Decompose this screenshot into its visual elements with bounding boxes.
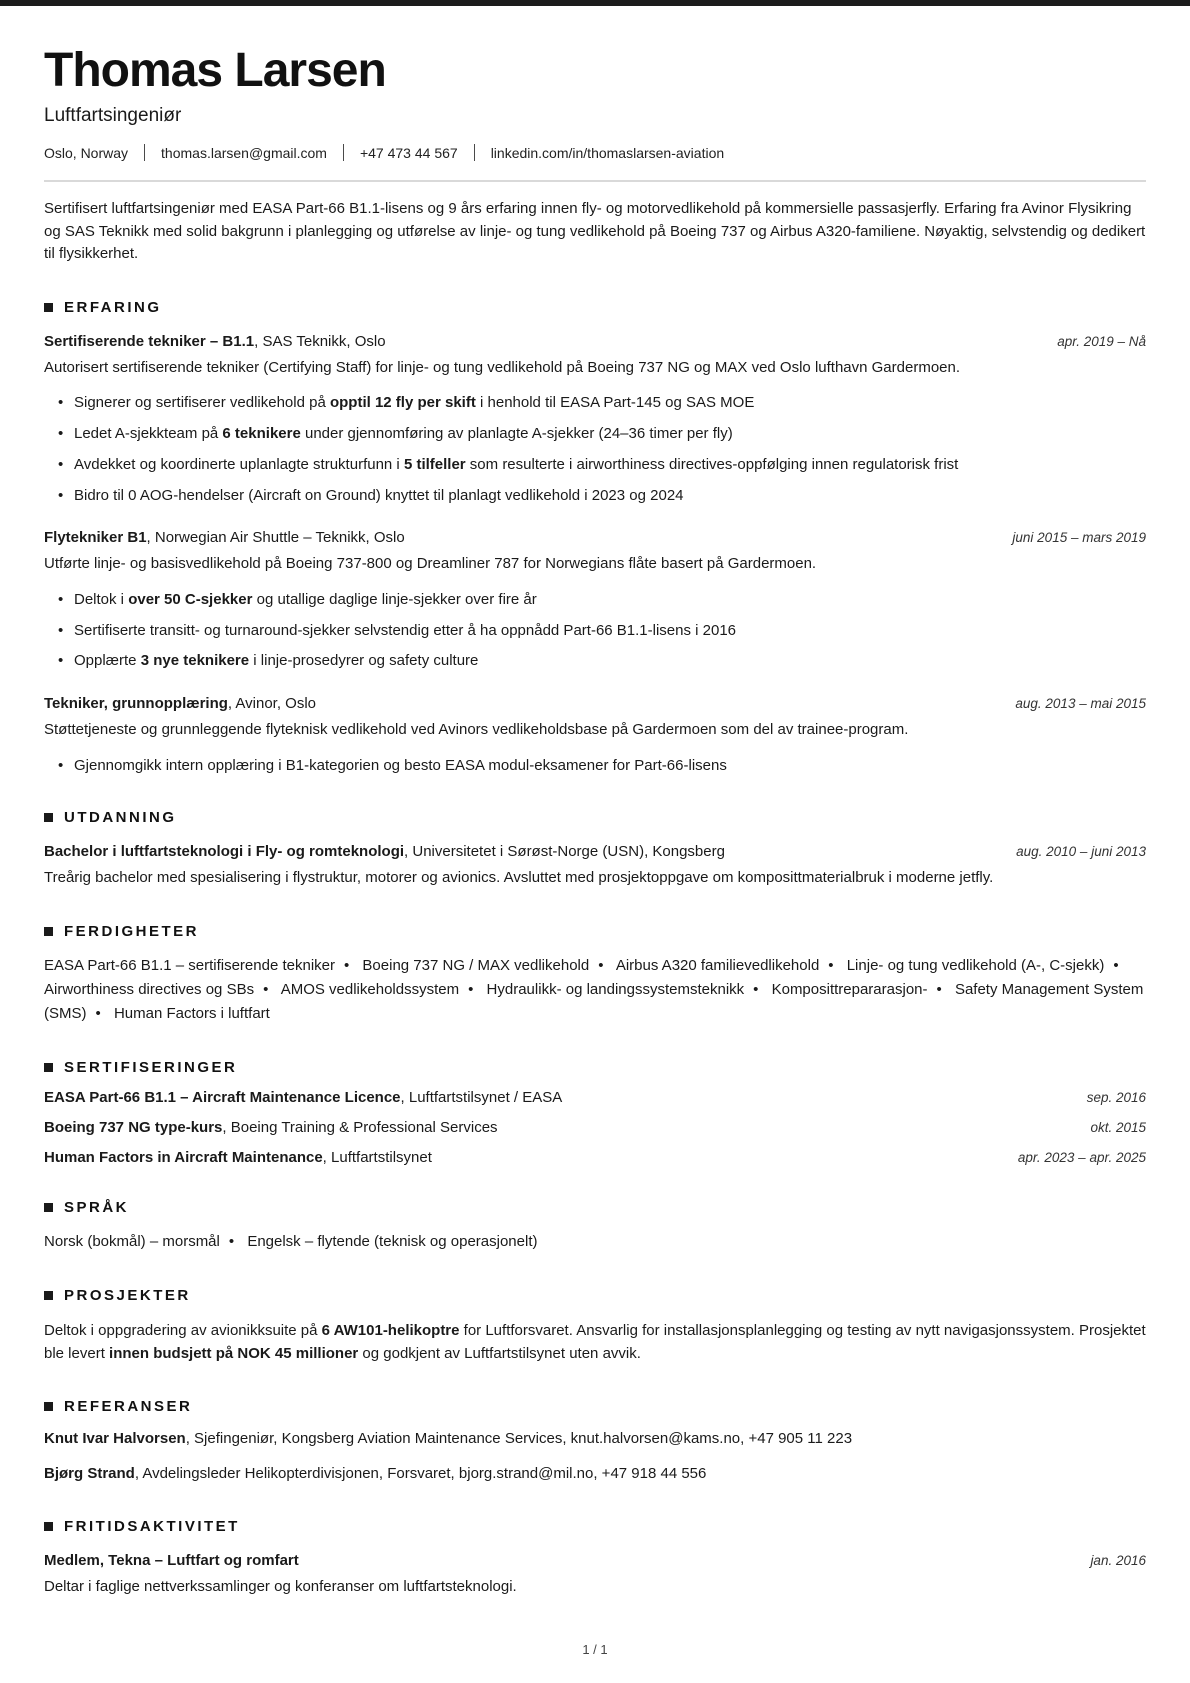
projects-paragraph: Deltok i oppgradering av avionikksuite på 6 AW101-helikoptre for Luftforsvaret. Ansvarlig for installasjonsplanlegging og testing av nytt navigasjonssystem. Prosjektet ble levert innen budsjett på NOK 45 millioner og godkjent av Luftfartstilsynet uten avvik. [44, 1321, 1146, 1363]
section-languages [44, 1199, 1146, 1254]
section-square-icon [44, 813, 53, 822]
skill-item [281, 981, 483, 998]
skill-item-text: AMOS vedlikeholdssystem [280, 980, 460, 998]
footer-page-number: 1 / 1 [582, 1642, 608, 1657]
hobby-entry [44, 1552, 1146, 1599]
candidate-job-title: Luftfartsingeniør [44, 105, 182, 127]
header-divider [44, 180, 1146, 182]
section-skills [44, 923, 1146, 1026]
contact-separator [144, 144, 145, 161]
skill-item-text: EASA Part-66 B1.1 – sertifiserende tekniker [44, 956, 335, 974]
skill-item [487, 981, 768, 998]
certification-date: apr. 2023 – apr. 2025 [1017, 1149, 1146, 1165]
dot-separator: • [468, 980, 474, 998]
reference-entries [44, 1428, 1146, 1485]
certification-date: okt. 2015 [1090, 1119, 1146, 1135]
section-square-icon [44, 1522, 53, 1531]
bullet-item: • Sertifiserte transitt- og turnaround-sjekker selvstendig etter å ha oppnådd Part-66 B1.1-lisens i 2016 [74, 620, 1146, 642]
contact-item [491, 145, 724, 161]
contact-item-text: Oslo, Norway [44, 144, 129, 161]
dot-separator: • [1113, 956, 1119, 974]
skill-item-text: Human Factors i luftfart [113, 1004, 270, 1022]
education-entry [44, 843, 1146, 890]
section-title-label: PROSJEKTER [64, 1286, 191, 1304]
entry-title: Sertifiserende tekniker – B1.1, SAS Teknikk, Oslo [44, 332, 386, 350]
summary-text: Sertifisert luftfartsingeniør med EASA Part-66 B1.1-lisens og 9 års erfaring innen fly- og motorvedlikehold på kommersielle passasjerfly. Erfaring fra Avinor Flysikring og SAS Teknikk med solid bakgrunn i planlegging og utførelse av linje- og tung vedlikehold på Boeing 737 og Airbus A320-familiene. Nøyaktig, selvstendig og dedikert til flysikkerhet. [44, 200, 1146, 263]
section-title [44, 1199, 1146, 1216]
skill-item [847, 957, 1128, 974]
candidate-name: Thomas Larsen [44, 44, 386, 97]
dot-separator: • [263, 980, 269, 998]
section-title [44, 1059, 1146, 1076]
bullet-list [44, 755, 1146, 777]
dot-separator: • [828, 956, 834, 974]
language-item [247, 1233, 537, 1250]
entry-head [44, 1552, 1146, 1569]
entry-head [44, 529, 1146, 546]
skill-item [44, 957, 358, 974]
section-square-icon [44, 927, 53, 936]
entry-description: Deltar i faglige nettverkssamlinger og konferanser om luftfartsteknologi. [44, 1577, 517, 1595]
section-title [44, 923, 1146, 940]
entry-date: jan. 2016 [1090, 1552, 1146, 1568]
section-title [44, 809, 1146, 826]
entry-title: Tekniker, grunnopplæring, Avinor, Oslo [44, 695, 317, 713]
bullet-item: • Signerer og sertifiserer vedlikehold på opptil 12 fly per skift i henhold til EASA Part-145 og SAS MOE [74, 392, 1146, 414]
contact-item [44, 144, 161, 161]
language-item [44, 1233, 243, 1250]
languages-list [44, 1230, 1146, 1254]
section-square-icon [44, 1402, 53, 1411]
hobby-entries [44, 1552, 1146, 1599]
section-title-label: SPRÅK [64, 1198, 130, 1216]
bullet-list [44, 589, 1146, 672]
entry-description: Treårig bachelor med spesialisering i flystruktur, motorer og avionics. Avsluttet med prosjektoppgave om komposittmaterialbruk i moderne jetfly. [44, 869, 994, 887]
entry-head [44, 843, 1146, 860]
bullet-item: • Bidro til 0 AOG-hendelser (Aircraft on Ground) knyttet til planlagt vedlikehold i 2023 og 2024 [74, 485, 1146, 507]
bullet-item: • Avdekket og koordinerte uplanlagte strukturfunn i 5 tilfeller som resulterte i airworthiness directives-oppfølging innen regulatorisk frist [74, 454, 1146, 476]
certification-title: Human Factors in Aircraft Maintenance, Luftfartstilsynet [44, 1148, 432, 1166]
experience-entry [44, 695, 1146, 776]
section-references [44, 1398, 1146, 1485]
contact-separator [343, 144, 344, 161]
skill-item-text: Hydraulikk- og landingssystemsteknikk [486, 980, 745, 998]
certification-title: Boeing 737 NG type-kurs, Boeing Training & Professional Services [44, 1118, 498, 1136]
section-title [44, 299, 1146, 316]
entry-head [44, 333, 1146, 350]
skill-item [114, 1005, 270, 1022]
entry-date: juni 2015 – mars 2019 [1012, 530, 1146, 546]
entry-title: Medlem, Tekna – Luftfart og romfart [44, 1551, 299, 1569]
section-title [44, 1398, 1146, 1415]
section-title [44, 1518, 1146, 1535]
certification-row [44, 1149, 1146, 1166]
contact-item-text: linkedin.com/in/thomaslarsen-aviation [490, 144, 725, 161]
contact-item-text: +47 473 44 567 [359, 144, 458, 161]
skill-item [44, 981, 277, 998]
contact-row [44, 144, 1146, 161]
entry-date: aug. 2010 – juni 2013 [1016, 844, 1146, 860]
entry-description: Støttetjeneste og grunnleggende flyteknisk vedlikehold ved Avinors vedlikeholdsbase på Gardermoen som del av trainee-program. [44, 721, 909, 739]
section-title [44, 1287, 1146, 1304]
dot-separator: • [95, 1004, 101, 1022]
certification-entries [44, 1089, 1146, 1166]
dot-separator: • [753, 980, 759, 998]
certification-date: sep. 2016 [1086, 1089, 1146, 1105]
section-projects [44, 1287, 1146, 1366]
experience-entry [44, 333, 1146, 507]
entry-title: Flytekniker B1, Norwegian Air Shuttle – Teknikk, Oslo [44, 529, 405, 547]
skill-item-text: Airworthiness directives og SBs [44, 980, 255, 998]
section-hobbies [44, 1518, 1146, 1599]
section-title-label: SERTIFISERINGER [64, 1058, 238, 1076]
dot-separator: • [598, 956, 604, 974]
section-title-label: FERDIGHETER [64, 922, 200, 940]
certification-row [44, 1089, 1146, 1106]
section-square-icon [44, 303, 53, 312]
section-title-label: ERFARING [64, 298, 162, 316]
reference-row: Knut Ivar Halvorsen, Sjefingeniør, Kongsberg Aviation Maintenance Services, knut.halvorsen@kams.no, +47 905 11 223 [44, 1430, 853, 1448]
entry-title: Bachelor i luftfartsteknologi i Fly- og romteknologi, Universitetet i Sørøst-Norge (USN), Kongsberg [44, 843, 725, 861]
skill-item [772, 981, 951, 998]
section-certifications [44, 1059, 1146, 1166]
entry-date: apr. 2019 – Nå [1057, 333, 1146, 349]
certification-title: EASA Part-66 B1.1 – Aircraft Maintenance Licence, Luftfartstilsynet / EASA [44, 1088, 563, 1106]
skills-list [44, 954, 1146, 1026]
contact-item-text: thomas.larsen@gmail.com [161, 144, 327, 161]
contact-separator [474, 144, 475, 161]
skill-item-text: Safety Management System (SMS) [44, 980, 1144, 1022]
entry-description: Autorisert sertifiserende tekniker (Certifying Staff) for linje- og tung vedlikehold på Boeing 737 NG og MAX ved Oslo lufthavn Gardermoen. [44, 358, 961, 376]
reference-row: Bjørg Strand, Avdelingsleder Helikopterdivisjonen, Forsvaret, bjorg.strand@mil.no, +47 918 44 556 [44, 1465, 707, 1483]
section-title-label: UTDANNING [64, 809, 177, 827]
skill-item-text: Komposittrepararasjon- [771, 980, 928, 998]
skill-item-text: Boeing 737 NG / MAX vedlikehold [362, 956, 590, 974]
experience-entries [44, 333, 1146, 777]
section-experience [44, 299, 1146, 777]
skill-item [616, 957, 843, 974]
dot-separator: • [343, 956, 350, 974]
section-square-icon [44, 1291, 53, 1300]
experience-entry [44, 529, 1146, 672]
entry-head [44, 695, 1146, 712]
bullet-item: • Opplærte 3 nye teknikere i linje-prosedyrer og safety culture [74, 650, 1146, 672]
skill-item-text: Airbus A320 familievedlikehold [615, 956, 820, 974]
resume-content [0, 6, 1190, 1598]
bullet-item: • Ledet A-sjekkteam på 6 teknikere under gjennomføring av planlagte A-sjekker (24–36 timer per fly) [74, 423, 1146, 445]
section-square-icon [44, 1203, 53, 1212]
contact-item [161, 144, 360, 161]
entry-date: aug. 2013 – mai 2015 [1015, 696, 1146, 712]
bullet-item: • Deltok i over 50 C-sjekker og utallige daglige linje-sjekker over fire år [74, 589, 1146, 611]
entry-description: Utførte linje- og basisvedlikehold på Boeing 737-800 og Dreamliner 787 for Norwegians flåte basert på Gardermoen. [44, 555, 817, 573]
bullet-item: • Gjennomgikk intern opplæring i B1-kategorien og besto EASA modul-eksamener for Part-66-lisens [74, 755, 1146, 777]
language-item-text: Norsk (bokmål) – morsmål [44, 1232, 220, 1250]
dot-separator: • [228, 1232, 235, 1250]
section-education [44, 809, 1146, 890]
section-title-label: FRITIDSAKTIVITET [64, 1517, 240, 1535]
skill-item [362, 957, 612, 974]
certification-row [44, 1119, 1146, 1136]
language-item-text: Engelsk – flytende (teknisk og operasjonelt) [247, 1232, 538, 1250]
contact-item [360, 144, 491, 161]
section-title-label: REFERANSER [64, 1398, 193, 1416]
bullet-list [44, 392, 1146, 506]
section-square-icon [44, 1063, 53, 1072]
dot-separator: • [936, 980, 942, 998]
education-entries [44, 843, 1146, 890]
skill-item-text: Linje- og tung vedlikehold (A-, C-sjekk) [846, 956, 1105, 974]
